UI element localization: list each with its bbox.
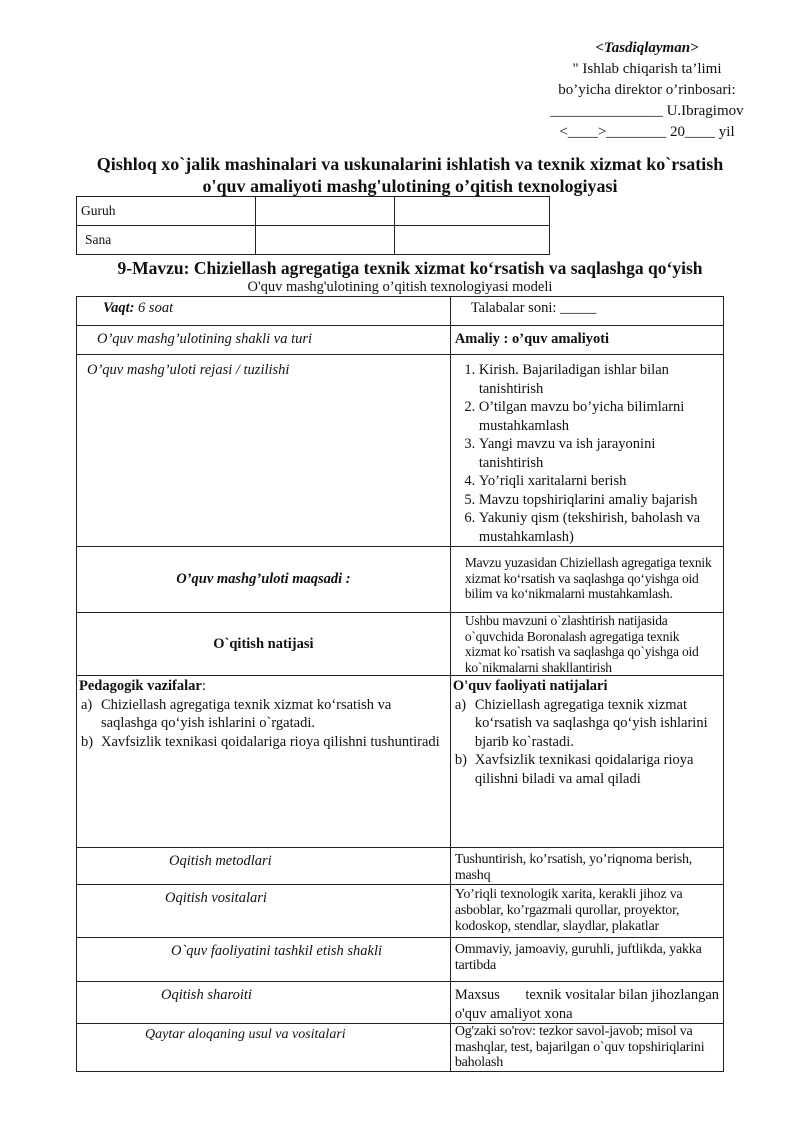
title-line-2: o'quv amaliyoti mashg'ulotining o’qitish texnologiyasi — [202, 176, 618, 196]
plan-item: 2. O’tilgan mavzu bo’yicha bilimlarni mustahkamlash — [479, 398, 719, 435]
time-value: 6 soat — [134, 300, 174, 316]
list-item — [79, 733, 446, 752]
list-text: Xavfsizlik texnikasi qoidalariga rioya qilishni tushuntiradi — [101, 733, 440, 750]
result-value: Ushbu mavzuni o`zlashtirish natijasida o`quvchida Boronalash agregatiga texnik xizmat ko`rsatish va saqlashga qo`yishga oid ko`nikmalarni shakllantirish — [450, 613, 723, 676]
title-line-1: Qishloq xo`jalik mashinalari va uskunalarini ishlatish va texnik xizmat ko`rsatish — [96, 154, 724, 174]
table-row — [77, 848, 724, 885]
lesson-model-table — [76, 296, 724, 1072]
goal-value: Mavzu yuzasidan Chiziellash agregatiga texnik xizmat ko‘rsatish va saqlashga qo‘yishga oid bilim va ko‘nikmalarni mustahkamlash. — [450, 547, 723, 613]
form-value: Amaliy : o’quv amaliyoti — [450, 326, 723, 355]
group-label: Guruh — [77, 197, 256, 226]
time-label: Vaqt: — [103, 300, 135, 316]
plan-item: 1. Kirish. Bajariladigan ishlar bilan tanishtirish — [479, 361, 719, 398]
plan-item: 6. Yakuniy qism (tekshirish, baholash va mustahkamlash) — [479, 509, 719, 546]
group-date-table — [76, 196, 550, 255]
table-row — [77, 547, 724, 613]
plan-item: 3. Yangi mavzu va ish jarayonini tanishtirish — [479, 435, 719, 472]
pedagogical-tasks-title: Pedagogik vazifalar — [79, 678, 202, 694]
date-row — [77, 226, 550, 255]
list-item — [453, 751, 719, 788]
list-marker: a) — [81, 696, 93, 713]
pedagogical-tasks-cell — [77, 676, 451, 848]
goal-label: O’quv mashg’uloti maqsadi : — [77, 547, 451, 613]
students-count: Talabalar soni: _____ — [450, 297, 723, 326]
table-row — [77, 613, 724, 676]
organization-value: Ommaviy, jamoaviy, guruhli, juftlikda, yakka tartibda — [450, 938, 723, 982]
plan-item: 4. Yo’riqli xaritalarni berish — [479, 472, 719, 491]
list-item — [79, 696, 446, 733]
plan-label: O’quv mashg’uloti rejasi / tuzilishi — [77, 355, 451, 547]
result-label: O`qitish natijasi — [77, 613, 451, 676]
conditions-value — [450, 982, 723, 1024]
methods-label: Oqitish metodlari — [77, 848, 451, 885]
feedback-label: Qaytar aloqaning usul va vositalari — [77, 1024, 451, 1072]
conditions-line-2: o'quv amaliyot xona — [454, 1005, 573, 1022]
list-text: Chiziellash agregatiga texnik xizmat ko‘rsatish va saqlashga qo‘yish ishlarini o`rgatadi. — [101, 696, 392, 731]
table-row — [77, 676, 724, 848]
topic-heading: 9-Mavzu: Chiziellash agregatiga texnik xizmat ko‘rsatish va saqlashga qo‘yish — [117, 258, 703, 278]
model-subtitle: O'quv mashg'ulotining o’qitish texnologiyasi modeli — [247, 279, 553, 295]
form-label: O’quv mashg’ulotining shakli va turi — [77, 326, 451, 355]
group-cell — [395, 197, 550, 226]
table-row — [77, 885, 724, 938]
date-cell — [256, 226, 395, 255]
conditions-line-1: Maxsus texnik vositalar bilan jihozlangan — [454, 987, 719, 1003]
learning-outcomes-title: O'quv faoliyati natijalari — [452, 678, 608, 694]
approval-line: " Ishlab chiqarish ta’limi — [572, 61, 722, 77]
list-marker: a) — [454, 696, 467, 713]
table-row — [77, 1024, 724, 1072]
organization-label: O`quv faoliyatini tashkil etish shakli — [77, 938, 451, 982]
approval-block — [542, 38, 752, 143]
plan-item: 5. Mavzu topshiriqlarini amaliy bajarish — [479, 491, 719, 510]
plan-list — [451, 361, 723, 546]
group-cell — [256, 197, 395, 226]
approval-line: bo’yicha direktor o’rinbosari: — [558, 82, 736, 98]
table-row — [77, 326, 724, 355]
approval-signature-line: _______________ U.Ibragimov — [550, 103, 744, 119]
pedagogical-tasks-colon: : — [201, 678, 206, 694]
approval-date-line: <____>________ 20____ yil — [559, 124, 735, 140]
date-cell — [395, 226, 550, 255]
list-marker: b) — [81, 733, 94, 750]
list-marker: b) — [454, 752, 467, 768]
tools-value: Yo’riqli texnologik xarita, kerakli jihoz va asboblar, ko’rgazmali qurollar, proyektor, kodoskop, stendlar, slaydlar, plakatlar — [450, 885, 723, 938]
list-item — [453, 696, 719, 752]
learning-outcomes-cell — [450, 676, 723, 848]
date-label: Sana — [77, 226, 256, 255]
methods-value: Tushuntirish, ko’rsatish, yo’riqnoma berish, mashq — [450, 848, 723, 885]
table-row — [77, 297, 724, 326]
list-text: Xavfsizlik texnikasi qoidalariga rioya qilishni biladi va amal qiladi — [474, 752, 694, 787]
table-row — [77, 938, 724, 982]
table-row — [77, 982, 724, 1024]
plan-cell — [450, 355, 723, 547]
learning-outcomes-list — [453, 696, 719, 789]
time-cell — [77, 297, 451, 326]
feedback-value: Og'zaki so'rov: tezkor savol-javob; misol va mashqlar, test, bajarilgan o`quv topshiriqlarini baholash — [450, 1024, 723, 1072]
list-text: Chiziellash agregatiga texnik xizmat ko‘rsatish va saqlashga qo‘yish ishlarini bjarib ko`rastadi. — [474, 696, 708, 750]
approval-title: <Tasdiqlayman> — [595, 40, 699, 56]
tools-label: Oqitish vositalari — [77, 885, 451, 938]
document-title — [60, 153, 760, 197]
group-row — [77, 197, 550, 226]
table-row — [77, 355, 724, 547]
conditions-label: Oqitish sharoiti — [77, 982, 451, 1024]
pedagogical-tasks-list — [79, 696, 446, 752]
